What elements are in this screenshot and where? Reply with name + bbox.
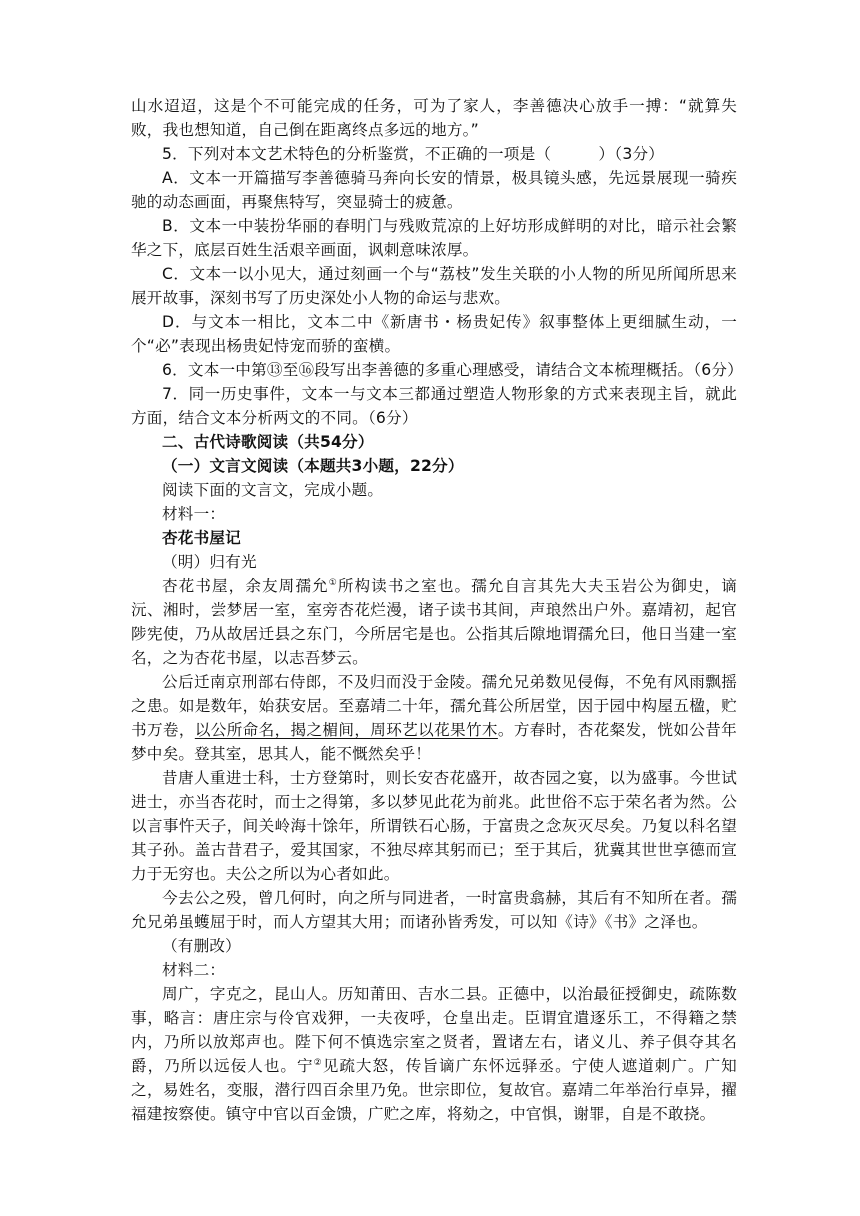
text-run: 公后迁南京刑部右侍郎，不及归而没于金陵。孺允兄弟数见侵侮，不免有风雨飘摇之患。如是数年，始获安居。至嘉靖二十年，孺允葺公所居堂，因于园中构屋五楹，贮书万卷， bbox=[131, 673, 737, 739]
article-paragraph-4: 今去公之殁，曾几何时，向之所与同进者，一时富贵翕赫，其后有不知所在者。孺允兄弟虽蠖屈于时，而人方望其大用；而诸孙皆秀发，可以知《诗》《书》之泽也。 bbox=[131, 889, 737, 931]
question-5-option-c: C．文本一以小见大，通过刻画一个与“荔枝”发生关联的小人物的所见所闻所思来展开故事，深刻书写了历史深处小人物的命运与悲欢。 bbox=[131, 265, 737, 307]
article-author: （明）归有光 bbox=[162, 553, 257, 571]
text-paragraph: 山水迢迢，这是个不可能完成的任务，可为了家人，李善德决心放手一搏：“就算失败，我也想知道，自己倒在距离终点多远的地方。” bbox=[131, 97, 737, 139]
article-paragraph-1 bbox=[131, 574, 737, 670]
article-title: 杏花书屋记 bbox=[162, 529, 241, 547]
question-5-option-a: A．文本一开篇描写李善德骑马奔向长安的情景，极具镜头感，先远景展现一骑疾驰的动态画面，再聚焦特写，突显骑士的疲惫。 bbox=[131, 169, 737, 211]
question-6: 6．文本一中第⑬至⑯段写出李善德的多重心理感受，请结合文本梳理概括。（6分） bbox=[162, 361, 744, 379]
footnote-marker: ① bbox=[328, 577, 338, 588]
text-run: 周广，字克之，昆山人。历知莆田、吉水二县。正德中，以治最征授御史，疏陈数事，略言：唐庄宗与伶官戏狎，一夫夜呼，仓皇出走。臣谓宜遣逐乐工，不得籍之禁内，乃所以放郑声也。陛下何不慎选宗室之贤者，置诸左右，诸义儿、养子俱夺其名爵，乃所以远佞人也。宁 bbox=[131, 985, 737, 1075]
material-2-label: 材料二： bbox=[162, 961, 226, 979]
text-run: 所构读书之室也。孺允自言其先大夫玉岩公为御史，谪沅、湘时，尝梦居一室，室旁杏花烂漫，诸子读书其间，声琅然出户外。嘉靖初，起官陟宪使，乃从故居迁县之东门，今所居宅是也。公指其后隙地谓孺允曰，他日当建一室名，之为杏花书屋，以志吾梦云。 bbox=[131, 577, 737, 667]
text-run: 见疏大怒，传旨谪广东怀远驿丞。宁使人遮道刺广。广知之，易姓名，变服，潜行四百余里乃免。世宗即位，复故官。嘉靖二年举治行卓异，擢福建按察使。镇守中官以百金馈，广贮之库，将劾之，中官惧，谢罪，自是不敢挠。 bbox=[131, 1057, 737, 1123]
text-run: 。方春时，杏花粲发，恍如公昔年梦中矣。登其室，思其人，能不慨然矣乎！ bbox=[131, 721, 737, 763]
question-5-stem: 5．下列对本文艺术特色的分析鉴赏，不正确的一项是（ ）（3分） bbox=[162, 145, 665, 163]
material-1-label: 材料一： bbox=[162, 505, 226, 523]
exam-text bbox=[131, 94, 744, 1126]
footnote-marker: ② bbox=[313, 1057, 323, 1068]
article-paragraph-3: 昔唐人重进士科，士方登第时，则长安杏花盛开，故杏园之宴，以为盛事。今世试进士，亦当杏花时，而士之得第，多以梦见此花为前兆。此世俗不忘于荣名者为然。公以言事忤天子，间关岭海十馀年，所谓铁石心肠，于富贵之念灰灭尽矣。乃复以科名望其子孙。盖古昔君子，爱其国家，不独尽瘁其躬而已；至于其后，犹冀其世世享德而宣力于无穷也。夫公之所以为心者如此。 bbox=[131, 769, 737, 883]
material-2-paragraph bbox=[131, 982, 737, 1126]
question-5-option-d: D．与文本一相比，文本二中《新唐书・杨贵妃传》叙事整体上更细腻生动，一个“必”表现出杨贵妃恃宠而骄的蛮横。 bbox=[131, 313, 737, 355]
question-5-option-b: B．文本一中装扮华丽的春明门与残败荒凉的上好坊形成鲜明的对比，暗示社会繁华之下，底层百姓生活艰辛画面，讽刺意味浓厚。 bbox=[131, 217, 737, 259]
subsection-heading: （一）文言文阅读（本题共3小题，22分） bbox=[162, 457, 464, 475]
question-7: 7．同一历史事件，文本一与文本三都通过塑造人物形象的方式来表现主旨，就此方面，结合文本分析两文的不同。（6分） bbox=[131, 385, 737, 427]
text-run: 杏花书屋，余友周孺允 bbox=[162, 577, 329, 595]
underlined-sentence: 以公所命名，揭之楣间，周环艺以花果竹木 bbox=[194, 721, 498, 739]
section-heading: 二、古代诗歌阅读（共54分） bbox=[162, 433, 374, 451]
article-paragraph-2 bbox=[131, 670, 737, 766]
instruction: 阅读下面的文言文，完成小题。 bbox=[162, 481, 384, 499]
revision-note: （有删改） bbox=[162, 937, 241, 955]
